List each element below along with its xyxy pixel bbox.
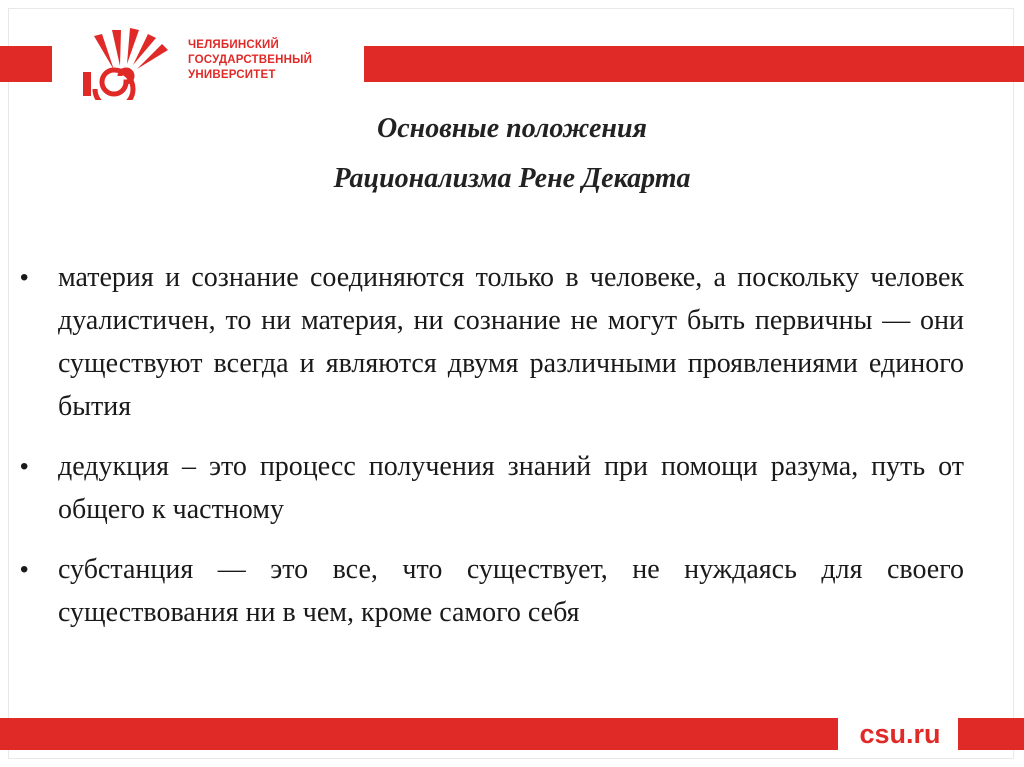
csu-spiral-logo-icon [80,26,180,100]
site-url[interactable]: csu.ru [859,719,941,749]
title-line-1: Основные положения [377,113,647,144]
bullet-item [20,445,964,531]
bullet-marker: • [20,453,29,480]
bullet-text: дедукция – это процесс получения знаний при помощи разума, путь от общего к частному [58,451,964,525]
header-stripe-right [364,46,1024,82]
bullet-marker: • [20,556,29,583]
university-name-line-2: ГОСУДАРСТВЕННЫЙ [188,54,313,66]
title-line-2: Рационализма Рене Декарта [333,163,691,194]
bullet-text: субстанция — это все, что существует, не нуждаясь для своего существования ни в чем, кроме самого себя [58,554,964,628]
header-stripe-left [0,46,52,82]
bullet-text: материя и сознание соединяются только в человеке, а поскольку человек дуалистичен, то ни материя, ни сознание не могут быть первичны — они существуют всегда и являются двумя различными проявлениями единого бытия [58,262,964,422]
university-name-line-1: ЧЕЛЯБИНСКИЙ [188,39,279,51]
university-name [188,38,358,83]
footer-stripe-right [958,718,1024,750]
bullet-marker: • [20,264,29,291]
university-name-line-3: УНИВЕРСИТЕТ [188,69,276,81]
bullet-item [20,256,964,428]
bullet-list [20,256,964,651]
bullet-item [20,548,964,634]
footer-stripe-left [0,718,838,750]
slide-title [0,104,1024,204]
